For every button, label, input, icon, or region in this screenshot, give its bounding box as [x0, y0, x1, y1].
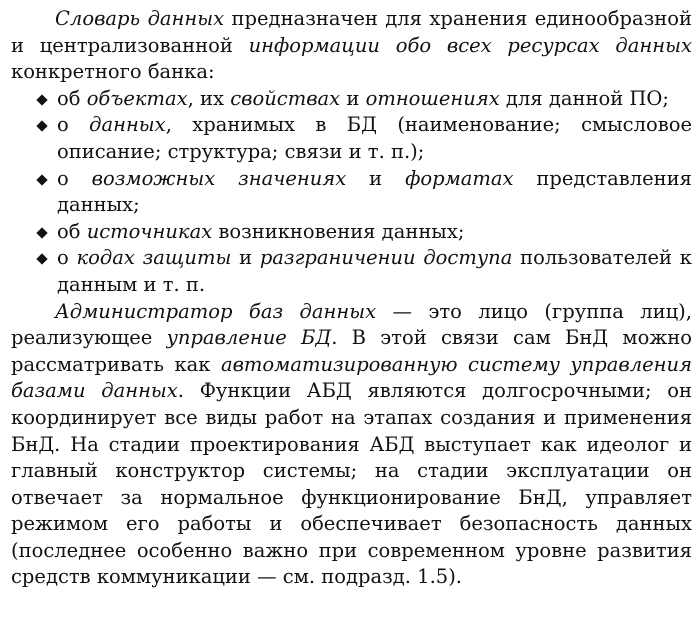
text-span: возникновения данных;	[212, 219, 465, 243]
diamond-bullet-icon	[36, 174, 47, 185]
text-span: , хранимых в БД (наименование; смысловое описание; структура; связи и т. п.);	[57, 113, 692, 163]
diamond-bullet-icon	[36, 254, 47, 265]
text-span: представления данных;	[57, 166, 692, 217]
paragraph-data-dictionary	[11, 6, 692, 86]
diamond-bullet-icon	[36, 94, 47, 105]
list-item	[57, 245, 692, 298]
emphasis-span: автоматизированную систему управления базами данных	[11, 352, 692, 403]
text-span: , их	[187, 86, 231, 110]
text-span: и	[346, 166, 406, 190]
term-db-administrator: Администратор баз данных	[55, 299, 377, 323]
emphasis-span: форматах	[405, 166, 514, 190]
term-data-dictionary: Словарь данных	[55, 7, 225, 30]
text-span: об	[57, 219, 87, 243]
text-span: — это лицо (группа лиц), реализующее	[11, 299, 692, 350]
emphasis-span: свойствах	[230, 86, 341, 110]
text-span: конкретного банка:	[11, 60, 215, 84]
list-item	[57, 219, 692, 246]
bullet-list	[11, 86, 692, 299]
text-span: о	[57, 166, 92, 190]
text-span: . В этой связи сам БнД можно рассматривать как	[11, 326, 692, 376]
text-span: пользователей к данным и т. п.	[57, 246, 692, 296]
paragraph-db-administrator	[11, 299, 692, 592]
emphasis-span: возможных значениях	[91, 166, 347, 190]
diamond-bullet-icon	[36, 121, 47, 132]
emphasis-span: данных	[89, 113, 166, 137]
text-span: предназначен для хранения единообразной и централизованной	[11, 7, 692, 57]
text-span: . Функции АБД являются долгосрочными; он координирует все виды работ на этапах создания и применения БнД. На стадии проектирования АБД выступает как идеолог и главный конструктор системы; на стадии эксплуатации он отвечает за нормальное функционирование БнД, управляет режимом его работы и обеспечивает безопасность данных (последнее особенно важно при современном уровне развития средств коммуникации — см. подразд. 1.5).	[11, 379, 692, 589]
emphasis-span: разграничении доступа	[259, 246, 513, 270]
text-span: о	[57, 246, 77, 270]
emphasis-span: управление БД	[166, 326, 332, 350]
emphasis-span: информации обо всех ресурсах данных	[248, 33, 692, 57]
list-item	[57, 166, 692, 219]
list-item	[57, 112, 692, 165]
text-span: и	[340, 86, 366, 110]
text-span: об	[57, 86, 87, 110]
emphasis-span: объектах	[86, 86, 188, 110]
text-span: о	[57, 113, 90, 137]
list-item	[57, 86, 692, 113]
diamond-bullet-icon	[36, 227, 47, 238]
emphasis-span: кодах защиты	[76, 246, 232, 270]
text-span: для данной ПО;	[499, 86, 669, 110]
emphasis-span: источниках	[86, 219, 213, 243]
emphasis-span: отношениях	[365, 86, 500, 110]
text-span: и	[231, 246, 260, 270]
